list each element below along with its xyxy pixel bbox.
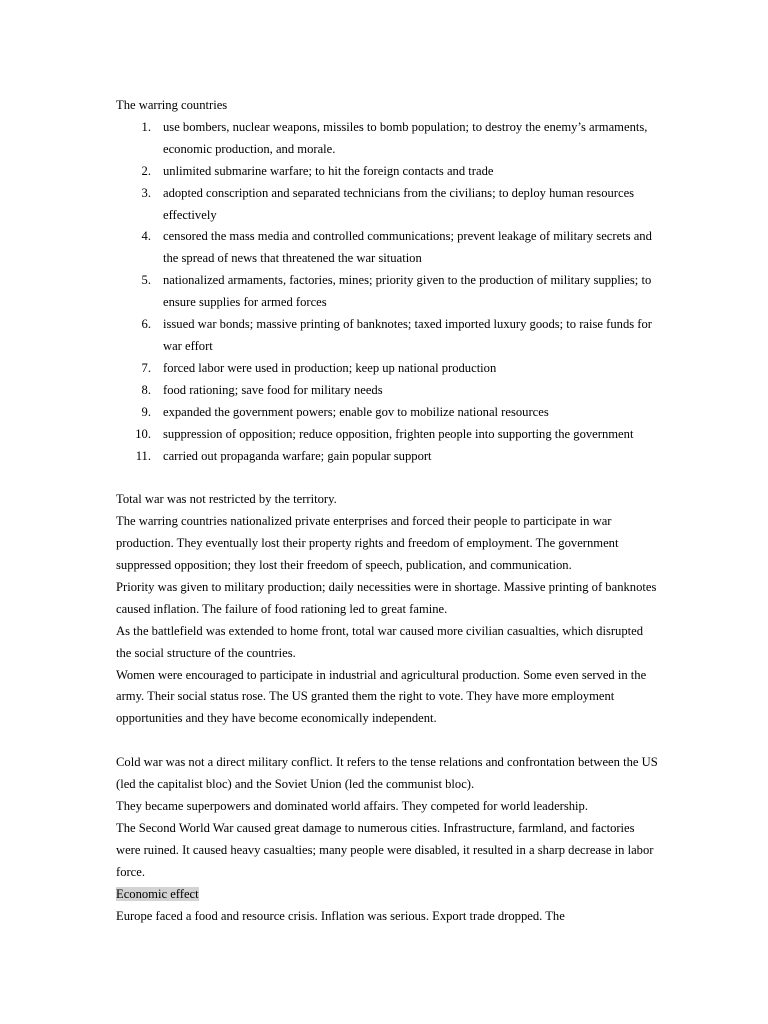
list-item (116, 161, 661, 183)
cold-war-paragraph: Cold war was not a direct military conflict. It refers to the tense relations and confrontation between the US (led the capitalist bloc) and the Soviet Union (led the communist bloc). (116, 755, 658, 792)
list-item-number: 10. (135, 426, 151, 441)
list-item (116, 117, 661, 161)
total-war-paragraph: Women were encouraged to participate in industrial and agricultural production. Some even served in the army. Their social status rose. The US granted them the right to vote. They have more employment opportunities and they have become economically independent. (116, 667, 647, 726)
list-item-text: carried out propaganda warfare; gain popular support (163, 448, 432, 463)
section-heading-warring-countries: The warring countries (116, 98, 228, 112)
list-item-text: food rationing; save food for military needs (163, 382, 383, 397)
list-item-text: use bombers, nuclear weapons, missiles to bomb population; to destroy the enemy’s armaments, economic production, and morale. (163, 119, 648, 156)
warring-countries-list (116, 117, 661, 468)
list-item-number: 5. (141, 273, 151, 288)
list-item-number: 8. (141, 382, 151, 397)
list-item-text: issued war bonds; massive printing of banknotes; taxed imported luxury goods; to raise funds for war effort (163, 317, 652, 353)
list-item-text: suppression of opposition; reduce opposition, frighten people into supporting the government (163, 426, 634, 441)
list-item-number: 11. (135, 448, 151, 463)
total-war-paragraph: Total war was not restricted by the territory. (116, 492, 337, 507)
document-page (116, 95, 661, 927)
cold-war-paragraph: The Second World War caused great damage to numerous cities. Infrastructure, farmland, and factories were ruined. It caused heavy casualties; many people were disabled, it resulted in a sharp decrease in labor force. (116, 820, 654, 879)
list-item (116, 380, 661, 402)
list-item-number: 3. (141, 185, 151, 200)
list-item-number: 1. (141, 119, 151, 134)
list-item-number: 4. (141, 229, 151, 244)
blank-line (116, 730, 661, 752)
list-item-number: 6. (141, 317, 151, 332)
list-item-text: adopted conscription and separated technicians from the civilians; to deploy human resources effectively (163, 185, 635, 222)
total-war-paragraph: Priority was given to military production; daily necessities were in shortage. Massive printing of banknotes caused inflation. The failure of food rationing led to great famine. (116, 579, 657, 616)
list-item (116, 226, 661, 270)
total-war-paragraph: The warring countries nationalized private enterprises and forced their people to participate in war production. They eventually lost their property rights and freedom of employment. The government suppressed opposition; they lost their freedom of speech, publication, and communication. (116, 514, 619, 573)
list-item-text: unlimited submarine warfare; to hit the foreign contacts and trade (163, 163, 494, 178)
economic-effect-heading-line (116, 884, 661, 906)
total-war-paragraph: As the battlefield was extended to home front, total war caused more civilian casualties, which disrupted the social structure of the countries. (116, 623, 644, 660)
list-item (116, 270, 661, 314)
list-item (116, 402, 661, 424)
list-item-text: expanded the government powers; enable gov to mobilize national resources (163, 404, 549, 419)
blank-line (116, 467, 661, 489)
list-item-number: 9. (141, 404, 151, 419)
list-item (116, 183, 661, 227)
cold-war-paragraph: They became superpowers and dominated world affairs. They competed for world leadership. (116, 798, 588, 813)
list-item-text: censored the mass media and controlled communications; prevent leakage of military secrets and the spread of news that threatened the war situation (163, 229, 652, 266)
list-item (116, 446, 661, 468)
economic-effect-paragraph: Europe faced a food and resource crisis. Inflation was serious. Export trade dropped. The (116, 908, 565, 923)
list-item-text: forced labor were used in production; keep up national production (163, 360, 497, 375)
list-item (116, 358, 661, 380)
economic-effect-heading: Economic effect (116, 886, 199, 901)
list-item-number: 7. (141, 360, 151, 375)
list-item (116, 424, 661, 446)
list-item (116, 314, 661, 358)
list-item-text: nationalized armaments, factories, mines; priority given to the production of military supplies; to ensure supplies for armed forces (163, 273, 652, 310)
list-item-number: 2. (141, 163, 151, 178)
